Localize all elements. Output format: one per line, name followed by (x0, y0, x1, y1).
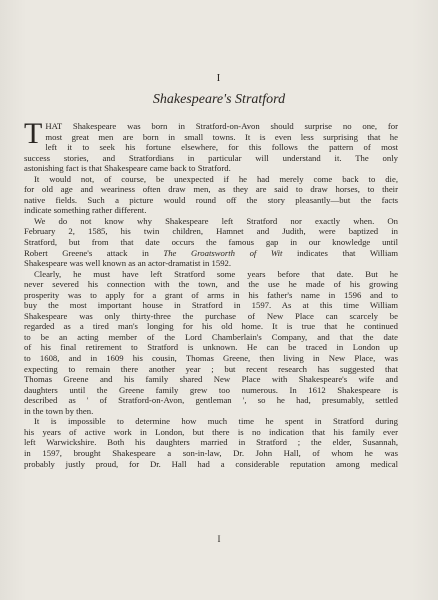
paragraph-4 (24, 269, 398, 417)
text-line: success stories, and Stratfordians in particular will understand it. The only (24, 152, 398, 163)
paragraph-2 (24, 174, 398, 216)
text-line: buy the most important house in Stratford in 1597. As at this time William (24, 300, 398, 311)
text-line: Thomas Greene and his family shared New Place with Shakespeare's wife and (24, 374, 398, 385)
text-line: We do not know why Shakespeare left Stratford nor exactly when. On (34, 215, 398, 226)
drop-cap: T (24, 117, 43, 150)
text-line: for old age and weariness often draw men, as they are said to draw horses, to their (24, 184, 398, 195)
text-line: probably justly proud, for Dr. Hall had a considerable reputation among medical (24, 458, 398, 469)
text-line: Clearly, he must have left Stratford some years before that date. But he (34, 268, 398, 279)
text-line: HAT Shakespeare was born in Stratford-on-Avon should surprise no one, for (45, 121, 398, 131)
text-line: regarded as a tired man's longing for his old home. It is true that he continued (24, 321, 398, 332)
text-line: his years of active work in London, but there is no indication that his family ever (24, 426, 398, 437)
paragraph-1 (24, 117, 398, 174)
text-line: to be an acting member of the Lord Chamberlain's Company, and that the date (24, 331, 398, 342)
text-line: of his final retirement to Stratford is unknown. He can be traced in London up (24, 342, 398, 353)
text-line: Stratford, but from that date occurs the famous gap in our knowledge until (24, 237, 398, 248)
text-line: never severed his connection with the town, and the use he made of his growing (24, 279, 398, 290)
page-number: I (217, 534, 221, 544)
chapter-number: I (216, 72, 222, 84)
book-title-italic: The Groatsworth of Wit (163, 247, 283, 258)
text-line: described as ' of Stratford-on-Avon, gentleman ', so he had, presumably, settled (24, 395, 398, 406)
text-line: It would not, of course, be unexpected if he had merely come back to die, (34, 173, 398, 184)
text-line: Shakespeare was only thirty-three the purchase of New Place can scarcely be (24, 310, 398, 321)
text-line: native fields. Such a picture would round off the story pleasantly—but the facts (24, 194, 398, 205)
text-line: expecting to remain there another year ; but recent research has suggested that (24, 363, 398, 374)
text-line: prosperity was to apply for a grant of arms in his father's name in 1596 and to (24, 289, 398, 300)
text-line: indicate something rather different. (24, 205, 147, 216)
paragraph-3 (24, 216, 398, 269)
text-line: astonishing fact is that Shakespeare came back to Stratford. (24, 163, 231, 174)
text-line: Robert Greene's attack in The Groatsworth of Wit indicates that William (24, 247, 398, 258)
text-line: left Warwickshire. Both his daughters married in Stratford ; the elder, Susannah, (24, 437, 398, 448)
chapter-title: Shakespeare's Stratford (152, 92, 286, 107)
text-line: to 1608, and in 1609 his cousin, Thomas Greene, then living in New Place, was (24, 353, 398, 364)
text-line: left it to seek his fortune elsewhere, for this follows the pattern of most (45, 142, 398, 153)
text-line: in the town by then. (24, 405, 94, 416)
paragraph-5 (24, 416, 398, 469)
text-line: daughters until the Greene family grew too numerous. In 1612 Shakespeare is (24, 384, 398, 395)
body-text (24, 117, 398, 469)
text-line: It is impossible to determine how much time he spent in Stratford during (34, 416, 398, 427)
text-line: in 1597, brought Shakespeare a son-in-law, Dr. John Hall, of whom he was (24, 447, 398, 458)
text-line: February 2, 1585, his twin children, Hamnet and Judith, were baptized in (24, 226, 398, 237)
text-line: Shakespeare was well known as an actor-dramatist in 1592. (24, 258, 232, 269)
text-line: most great men are born in small towns. It is even less surprising that he (45, 131, 398, 142)
